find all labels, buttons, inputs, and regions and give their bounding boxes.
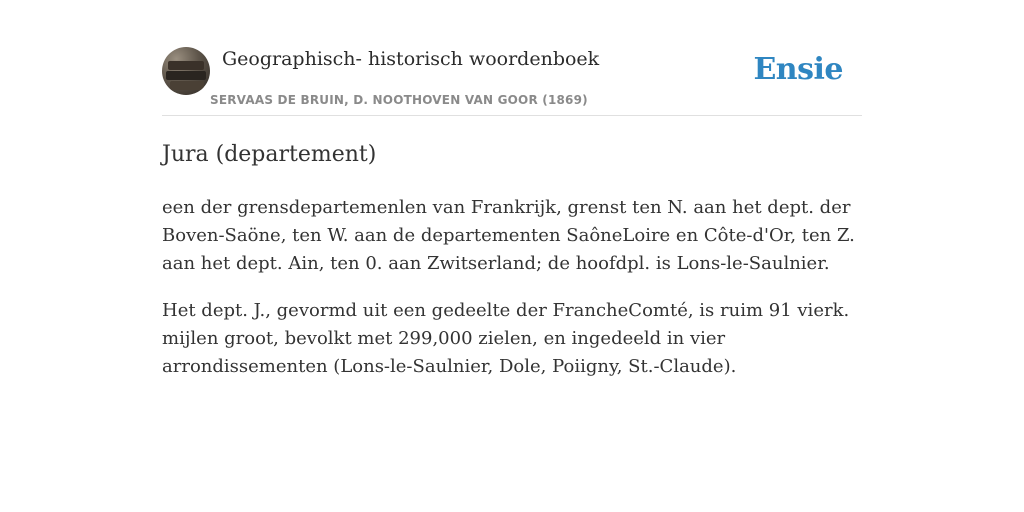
book-avatar[interactable] (162, 47, 210, 95)
book-title[interactable]: Geographisch- historisch woordenboek (222, 48, 600, 70)
book-stack-icon (168, 61, 204, 70)
brand-logo[interactable]: Ensie (753, 52, 843, 87)
entry-paragraph: een der grensdepartemenlen van Frankrijk, grenst ten N. aan het dept. der Boven-Saöne, ten W. aan de departementen SaôneLoire en Côte-d'Or, ten Z. aan het dept. Ain, ten 0. aan Zwitserland; de hoofdpl. is Lons-le-Saulnier. (162, 197, 855, 274)
book-spine (166, 71, 206, 80)
book-spine (170, 81, 204, 90)
entry-title: Jura (departement) (162, 142, 377, 167)
header (162, 46, 862, 116)
entry-content (162, 194, 867, 400)
book-author: SERVAAS DE BRUIN, D. NOOTHOVEN VAN GOOR (1869) (210, 93, 588, 107)
entry-paragraph: Het dept. J., gevormd uit een gedeelte der FrancheComté, is ruim 91 vierk. mijlen groot, bevolkt met 299,000 zielen, en ingedeeld in vier arrondissementen (Lons-le-Saulnier, Dole, Poiigny, St.-Claude). (162, 300, 850, 377)
